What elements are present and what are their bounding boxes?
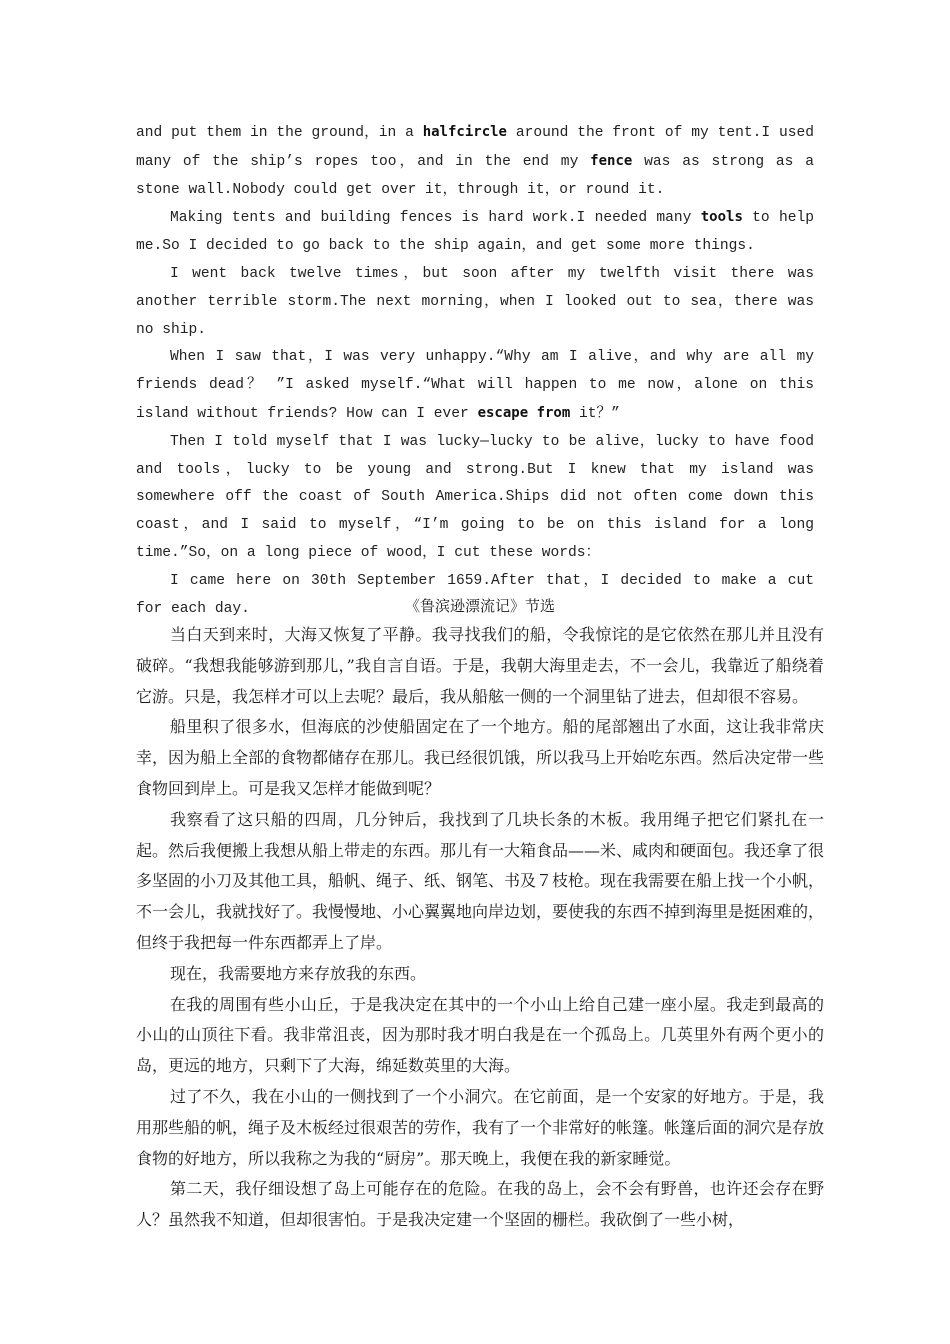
chinese-paragraph-1: 当白天到来时，大海又恢复了平静。我寻找我们的船，令我惊诧的是它依然在那儿并且没有破碎。“我想我能够游到那儿，”我自言自语。于是，我朝大海里走去，不一会儿，我靠近了船绕着它游。只是，我怎样才可以上去呢？最后，我从船舷一侧的一个洞里钻了进去，但却很不容易。 <box>136 625 824 706</box>
english-paragraph-6: I came here on 30th September 1659.After that，I decided to make a cut for each day. <box>136 572 814 617</box>
chinese-paragraph-3: 我察看了这只船的四周，几分钟后，我找到了几块长条的木板。我用绳子把它们紧扎在一起。然后我便搬上我想从船上带走的东西。那儿有一大箱食品——米、咸肉和硬面包。我还拿了很多坚固的小刀及其他工具，船帆、绳子、纸、钢笔、书及７枝枪。现在我需要在船上找一个小帆，不一会儿，我就找好了。我慢慢地、小心翼翼地向岸边划，要使我的东西不掉到海里是挺困难的，但终于我把每一件东西都弄上了岸。 <box>136 809 825 952</box>
english-paragraph-5: Then I told myself that I was lucky—lucky to be alive，lucky to have food and tools，lucky to be young and strong.But I knew that my island was somewhere off the coast of South America.Ships did not often come down this coast，and I said to myself，“I’m going to be on this island for a long time.”So，on a long piece of wood，I cut these words： <box>136 433 814 561</box>
english-paragraph-3: I went back twelve times，but soon after my twelfth visit there was another terrible storm.The next morning，when I looked out to sea，there was no ship. <box>136 265 814 338</box>
keyword-tools: tools <box>700 209 743 226</box>
keyword-escape-from: escape from <box>477 404 571 421</box>
text-run: was as strong as a stone wall.Nobody could get over it，through it，or round it. <box>136 153 814 198</box>
text-run: and put them in the ground，in a <box>136 125 423 141</box>
text-run: When I saw that，I was very unhappy.“Why am I alive，and why are all my friends dead？ ”I asked myself.“What will happen to me now，alone on this island without friends? How can I ever <box>136 349 814 422</box>
chinese-paragraph-4: 现在，我需要地方来存放我的东西。 <box>170 963 427 983</box>
text-run: it？” <box>570 405 620 422</box>
chinese-paragraph-6: 过了不久，我在小山的一侧找到了一个小洞穴。在它前面，是一个安家的好地方。于是，我用那些船的帆，绳子及木板经过很艰苦的劳作，我有了一个非常好的帐篷。帐篷后面的洞穴是存放食物的好地方，所以我称之为我的“厨房”。那天晚上，我便在我的新家睡觉。 <box>136 1086 825 1168</box>
text-run: to help me.So I decided to go back to the ship again，and get some more things. <box>136 210 815 255</box>
english-paragraph-2 <box>136 204 814 261</box>
chinese-paragraph-5: 在我的周围有些小山丘，于是我决定在其中的一个小山上给自己建一座小屋。我走到最高的小山的山顶往下看。我非常沮丧，因为那时我才明白我是在一个孤岛上。几英里外有两个更小的岛，更远的地方，只剩下了大海，绵延数英里的大海。 <box>136 994 824 1076</box>
english-paragraph-1 <box>136 119 814 204</box>
english-passage <box>136 119 814 623</box>
chinese-title: 《鲁滨逊漂流记》节选 <box>404 597 555 615</box>
keyword-halfcircle: halfcircle <box>422 124 507 140</box>
english-paragraph-4 <box>136 344 814 428</box>
chinese-paragraph-7: 第二天，我仔细设想了岛上可能存在的危险。在我的岛上，会不会有野兽，也许还会存在野人？虽然我不知道，但却很害怕。于是我决定建一个坚固的栅栏。我砍倒了一些小树， <box>136 1179 824 1230</box>
chinese-passage <box>136 593 824 1236</box>
chinese-paragraph-2: 船里积了很多水，但海底的沙使船固定在了一个地方。船的尾部翘出了水面，这让我非常庆幸，因为船上全部的食物都储存在那儿。我已经很饥饿，所以我马上开始吃东西。然后决定带一些食物回到岸上。可是我又怎样才能做到呢？ <box>136 717 825 798</box>
text-run: Making tents and building fences is hard work.I needed many <box>170 210 701 227</box>
text-run: around the front of my tent.I used many of the ship’s ropes too，and in the end my <box>136 125 814 170</box>
keyword-fence: fence <box>590 152 633 169</box>
